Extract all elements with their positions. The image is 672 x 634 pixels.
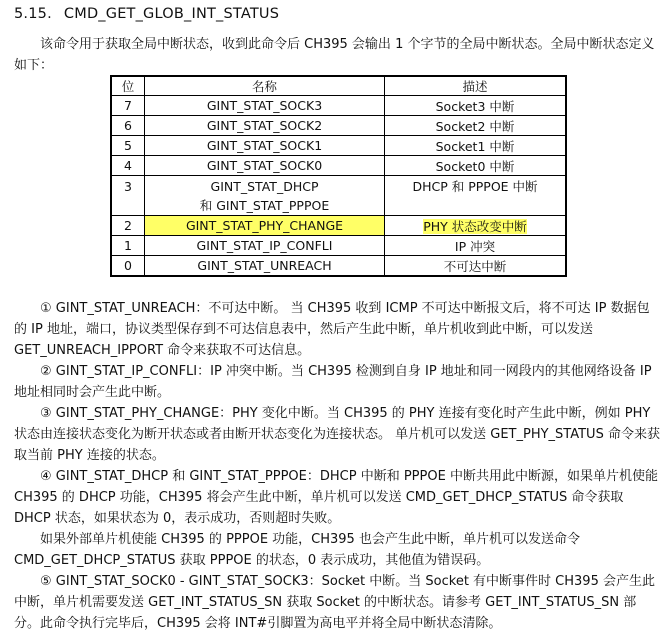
section-heading [14,6,279,22]
cell-name [145,176,385,216]
intro-paragraph: 该命令用于获取全局中断状态，收到此命令后 CH395 会输出 1 个字节的全局中断状态。全局中断状态定义如下： [14,37,655,73]
table-header-row [111,76,566,96]
cell-desc: Socket3 中断 [385,96,567,116]
cell-name: GINT_STAT_SOCK3 [145,96,385,116]
cell-desc: Socket1 中断 [385,136,567,156]
cell-name-line2: 和 GINT_STAT_PPPOE [199,197,330,213]
paragraph-pppoe: 如果外部单片机使能 CH395 的 PPPOE 功能，CH395 也会产生此中断，单片机可以发送命令 CMD_GET_DHCP_STATUS 获取 PPPOE 的状态，0 表示成功，其他值为错误码。 [14,532,580,568]
header-name: 名称 [145,76,385,96]
paragraph-clear: 此命令执行完毕后，CH395 会将 INT#引脚置为高电平并将全局中断状态清除。 [40,616,502,631]
cell-name-highlighted: GINT_STAT_PHY_CHANGE [145,216,385,236]
cell-desc [385,216,567,236]
cell-desc: Socket2 中断 [385,116,567,136]
cell-name-line1: GINT_STAT_DHCP [210,178,319,194]
cell-bit: 0 [111,256,145,277]
cell-bit: 1 [111,236,145,256]
section-title: CMD_GET_GLOB_INT_STATUS [63,6,280,22]
table-row [111,176,566,216]
cell-bit: 3 [111,176,145,216]
cell-bit: 7 [111,96,145,116]
cell-bit: 2 [111,216,145,236]
paragraph-unreach: ① GINT_STAT_UNREACH：不可达中断。 当 CH395 收到 ICMP 不可达中断报文后，将不可达 IP 数据包的 IP 地址，端口，协议类型保存到不可达信息表中，然后产生此中断，单片机收到此中断，可以发送 GET_UNREACH_IPPORT 命令来获取不可达信息。 [14,301,650,358]
paragraph-phy-change: ③ GINT_STAT_PHY_CHANGE：PHY 变化中断。当 CH395 的 PHY 连接有变化时产生此中断，例如 PHY 状态由连接状态变化为断开状态或者由断开状态变化为连接状态。 单片机可以发送 GET_PHY_STATUS 命令来获取当前 PHY 连接的状态。 [14,406,660,463]
cell-name: GINT_STAT_SOCK0 [145,156,385,176]
cell-bit: 6 [111,116,145,136]
cell-bit: 4 [111,156,145,176]
cell-bit: 5 [111,136,145,156]
cell-desc: Socket0 中断 [385,156,567,176]
cell-desc: DHCP 和 PPPOE 中断 [385,176,567,216]
table-row [111,256,566,277]
cell-name: GINT_STAT_SOCK2 [145,116,385,136]
global-int-status-table [110,75,567,277]
header-desc: 描述 [385,76,567,96]
paragraph-dhcp-pppoe: ④ GINT_STAT_DHCP 和 GINT_STAT_PPPOE：DHCP 中断和 PPPOE 中断共用此中断源，如果单片机使能 CH395 的 DHCP 功能，CH395 将会产生此中断，单片机可以发送 CMD_GET_DHCP_STATUS 命令获取 DHCP 状态，如果状态为 0，表示成功，否则超时失败。 [14,469,658,526]
header-bit: 位 [111,76,145,96]
section-number: 5.15. [14,6,52,22]
cell-desc: 不可达中断 [385,256,567,277]
table-row-highlighted [111,216,566,236]
cell-name: GINT_STAT_UNREACH [145,256,385,277]
cell-name: GINT_STAT_SOCK1 [145,136,385,156]
paragraph-socket: ⑤ GINT_STAT_SOCK0 - GINT_STAT_SOCK3：Socket 中断。当 Socket 有中断事件时 CH395 会产生此中断，单片机需要发送 GET_INT_STATUS_SN 获取 Socket 的中断状态。请参考 GET_INT_STATUS_SN 部分。 [14,574,655,631]
cell-name: GINT_STAT_IP_CONFLI [145,236,385,256]
table-row [111,116,566,136]
table-row [111,136,566,156]
table-row [111,236,566,256]
cell-desc: IP 冲突 [385,236,567,256]
cell-desc-highlighted: PHY 状态改变中断 [423,218,527,234]
paragraph-ip-confli: ② GINT_STAT_IP_CONFLI：IP 冲突中断。当 CH395 检测到自身 IP 地址和同一网段内的其他网络设备 IP 地址相同时会产生此中断。 [14,364,652,400]
table-row [111,156,566,176]
table-row [111,96,566,116]
